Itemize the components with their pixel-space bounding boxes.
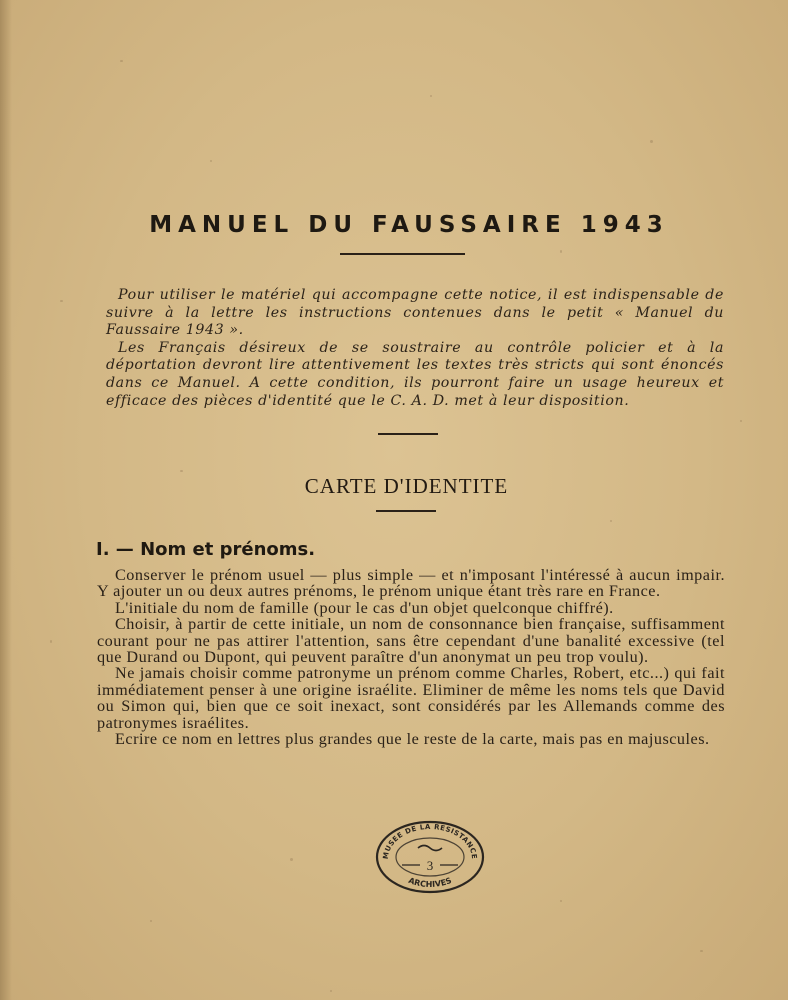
body-paragraph: Conserver le prénom usuel — plus simple — et n'imposant l'intéressé à aucun impair. Y ajouter un ou deux autres prénoms, le prénom unique étant très rare en France. [97,566,725,601]
body-paragraph: L'initiale du nom de famille (pour le cas d'un objet quelconque chiffré). [115,598,614,617]
stamp-bottom-text: ARCHIVES [407,875,453,889]
stamp-top-text: MUSEE DE LA RESISTANCE [381,822,479,860]
subsection-heading: I. — Nom et prénoms. [96,539,316,560]
body-paragraph: Ne jamais choisir comme patronyme un prénom comme Charles, Robert, etc...) qui fait immédiatement penser à une origine israélite. Eliminer de même les noms tels que David ou Simon qui, bien que ce soit inexact, sont considérés par les Allemands comme des patronymes israélites. [97,664,725,732]
title-underline [340,253,465,255]
section-divider [376,510,436,512]
intro-divider [378,433,438,435]
stamp-page-number: 3 [426,858,434,873]
body-paragraph: Choisir, à partir de cette initiale, un nom de consonnance bien française, suffisamment courant pour ne pas attirer l'attention, sans être cependant d'une banalité excessive (tel que Durand ou Dupont, qui peuvent paraître d'un anonymat un peu trop voulu). [97,615,725,667]
page-edge-shadow [0,0,12,1000]
intro-paragraph: Les Français désireux de se soustraire au contrôle policier et à la déportation devront lire attentivement les textes très stricts qui sont énoncés dans ce Manuel. A cette condition, ils pourront faire un usage heureux et efficace des pièces d'identité que le C. A. D. met à leur disposition. [106,339,724,409]
intro-text [106,287,724,410]
body-paragraph: Ecrire ce nom en lettres plus grandes que le reste de la carte, mais pas en majuscules. [115,730,710,749]
document-title: MANUEL DU FAUSSAIRE 1943 [149,212,669,238]
body-text [97,567,725,747]
stamp-emblem [418,846,442,851]
intro-paragraph: Pour utiliser le matériel qui accompagne cette notice, il est indispensable de suivre à la lettre les instructions contenues dans le petit « Manuel du Faussaire 1943 ». [106,287,724,339]
section-title: CARTE D'IDENTITE [304,474,509,498]
archive-stamp [374,819,486,895]
